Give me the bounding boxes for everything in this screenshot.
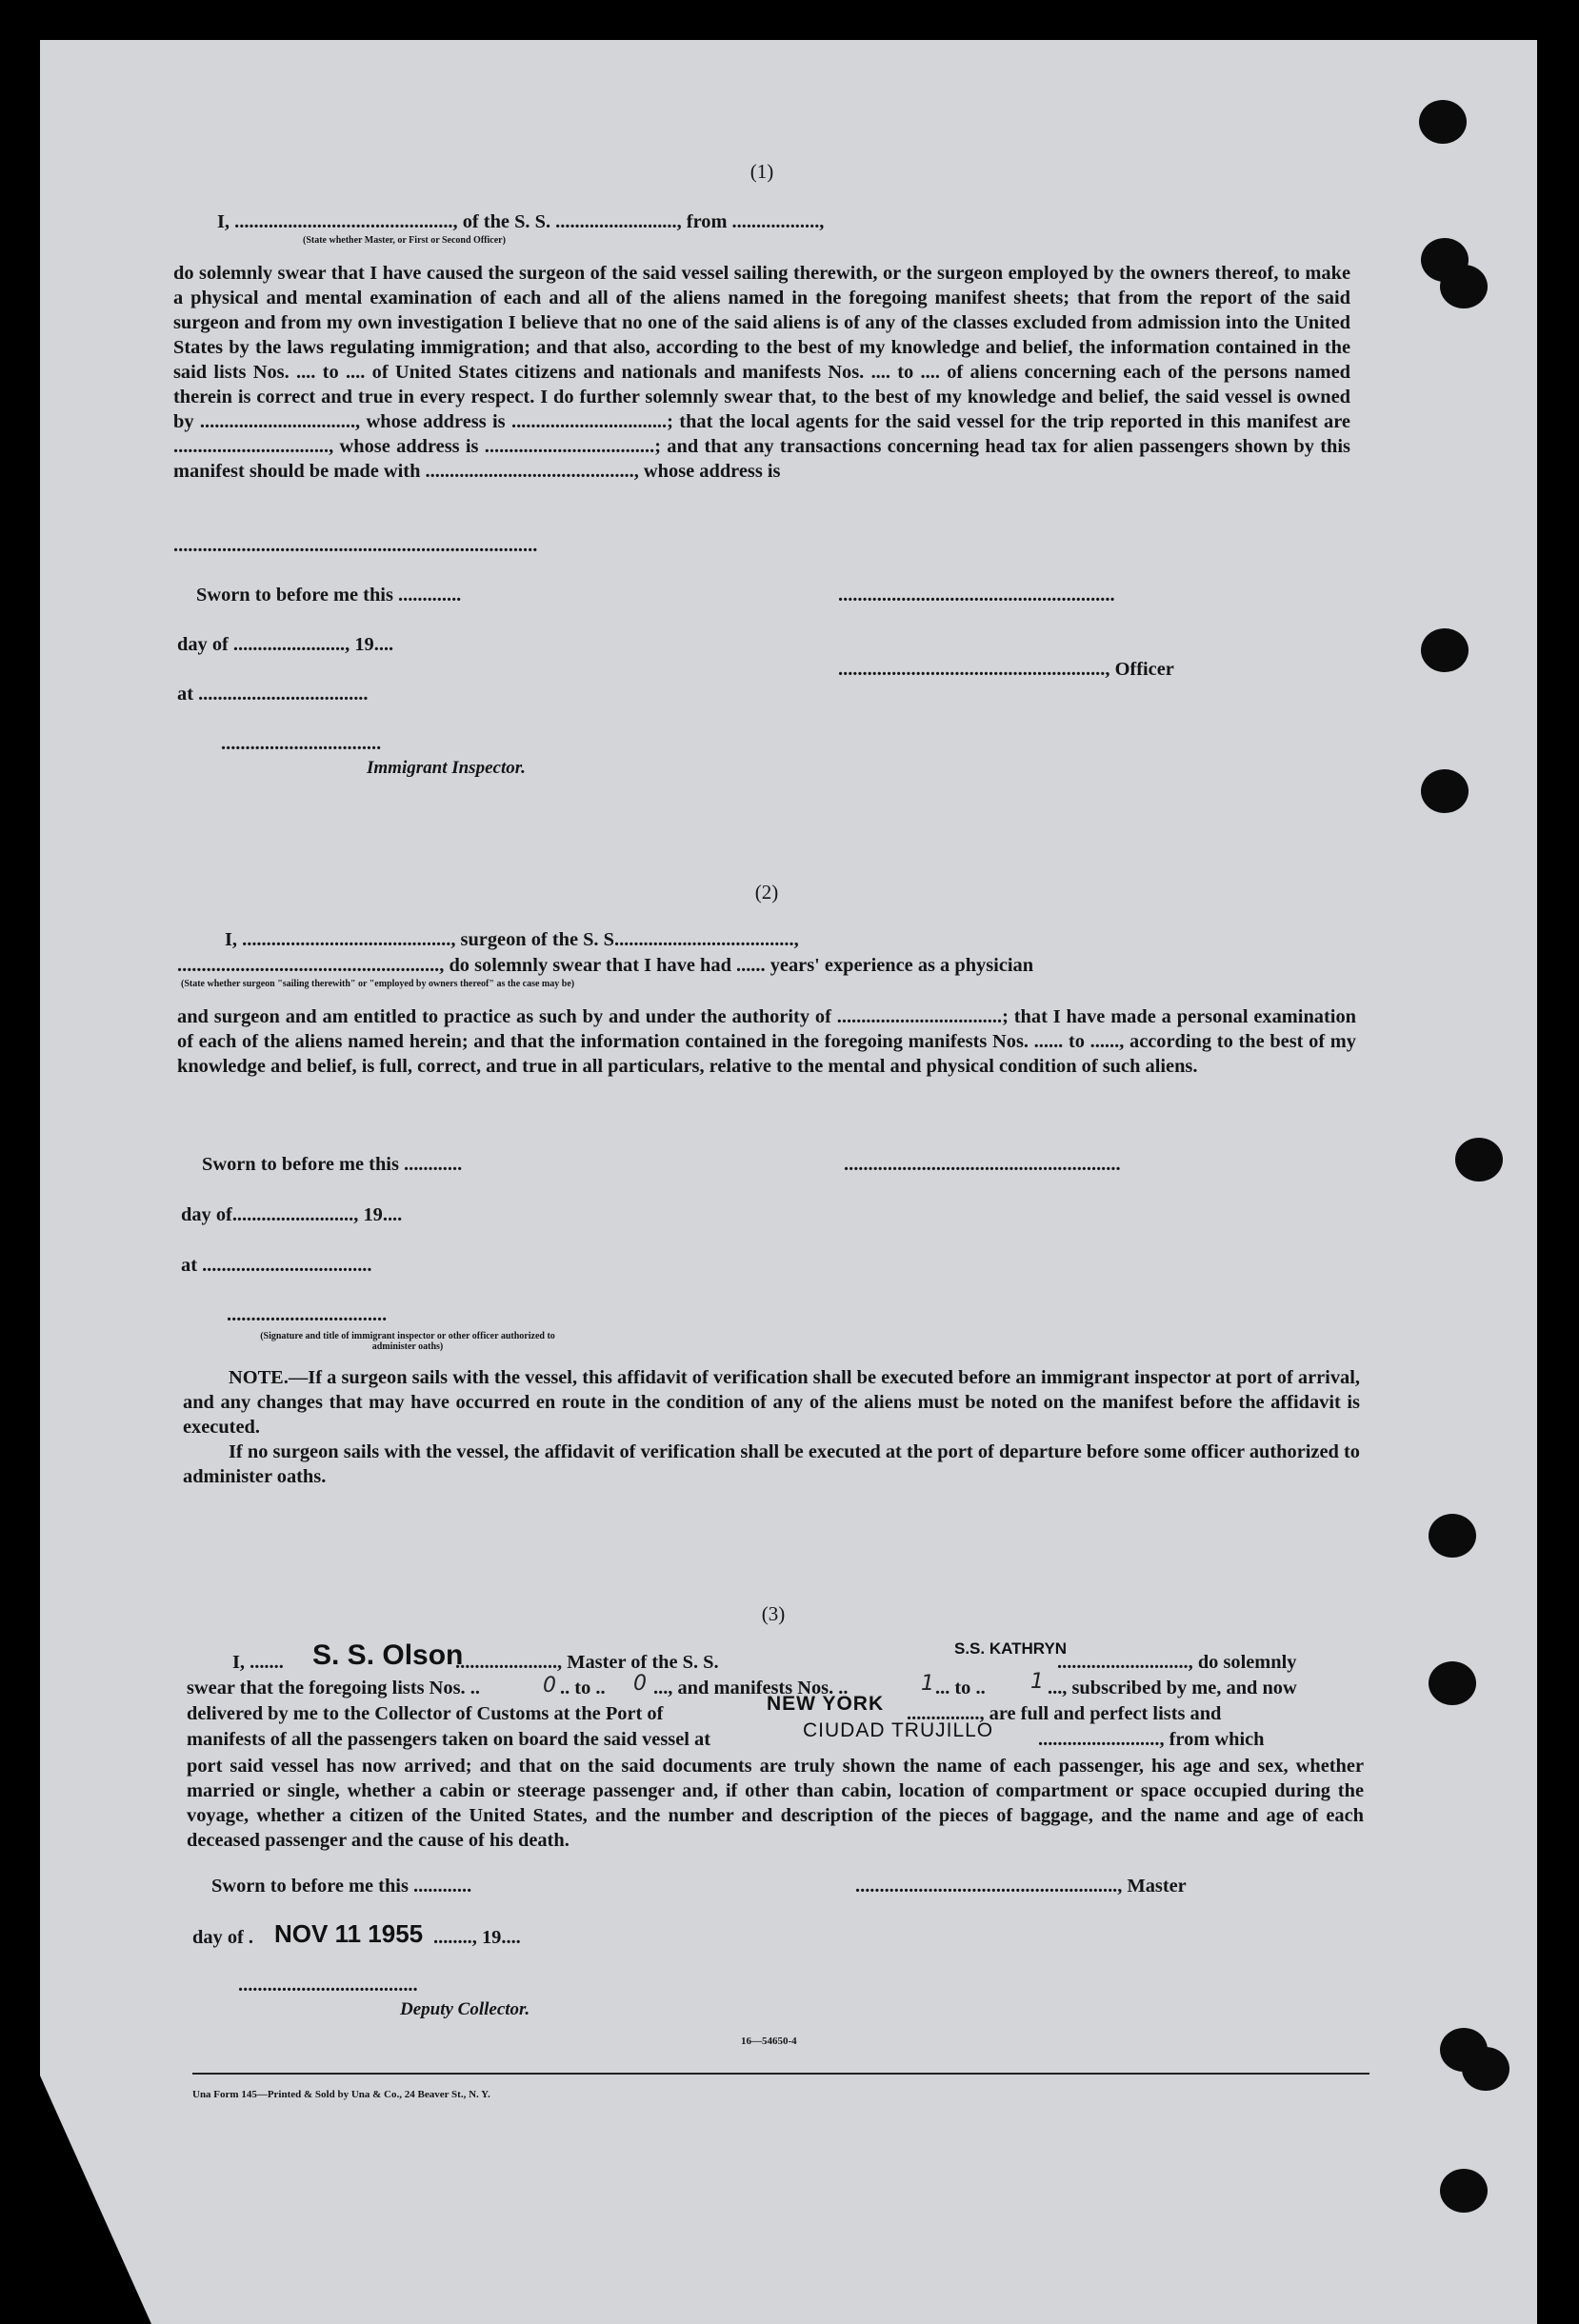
address-dots: ........................................................................... — [173, 535, 538, 556]
collector-title: Deputy Collector. — [400, 1999, 530, 2019]
footer-rule — [192, 2073, 1369, 2075]
note-paragraph-2: If no surgeon sails with the vessel, the affidavit of verification shall be executed at the port of departure before some officer authorized to administer oaths. — [183, 1441, 1360, 1487]
surgeon-note: (State whether surgeon "sailing therewith" or "employed by owners thereof" as the case may be) — [181, 979, 575, 989]
sworn-line: Sworn to before me this ............. — [196, 585, 462, 606]
master-line: I, ............................................., of the S. S. ........................., from .................., — [217, 211, 825, 232]
master-line-mid: ....................., Master of the S. S. — [455, 1652, 719, 1673]
punch-hole — [1429, 1661, 1476, 1705]
port-line-a: delivered by me to the Collector of Customs at the Port of — [187, 1703, 664, 1724]
signature-dots: ......................................................... — [838, 585, 1115, 606]
signature-note: (Signature and title of immigrant inspector or other officer authorized to administer oaths) — [260, 1331, 555, 1352]
day-line: day of ......................., 19.... — [177, 634, 394, 655]
port-stamp: NEW YORK — [767, 1693, 885, 1715]
inspector-title: Immigrant Inspector. — [367, 758, 526, 778]
punch-hole — [1421, 628, 1469, 672]
sworn-line: Sworn to before me this ............ — [211, 1876, 472, 1897]
form-code: 16—54650-4 — [741, 2036, 797, 2047]
lists-line-c: ..., and manifests Nos. .. — [653, 1678, 849, 1698]
lists-line-d: ... to .. — [935, 1678, 986, 1698]
departure-stamp: CIUDAD TRUJILLO — [803, 1719, 994, 1741]
printer-credit: Una Form 145—Printed & Sold by Una & Co., 24 Beaver St., N. Y. — [192, 2089, 490, 2100]
punch-hole — [1429, 1514, 1476, 1558]
day-line: day of........................., 19.... — [181, 1204, 403, 1225]
master-line-start: I, ....... — [232, 1652, 284, 1673]
punch-hole — [1440, 265, 1488, 308]
lists-from-handwritten: 0 — [543, 1674, 556, 1698]
punch-hole — [1440, 2169, 1488, 2213]
master-line-end: ..........................., do solemnly — [1057, 1652, 1297, 1673]
lists-line-b: .. to .. — [560, 1678, 606, 1698]
manifest-to-handwritten: 1 — [1030, 1670, 1044, 1694]
collector-dots: ..................................... — [238, 1975, 418, 1996]
departure-line-a: manifests of all the passengers taken on board the said vessel at — [187, 1729, 710, 1750]
master-signature-line: ......................................................, Master — [855, 1876, 1187, 1897]
port-line-b: ..............., are full and perfect lists and — [907, 1703, 1222, 1724]
section-number: (1) — [750, 160, 774, 183]
master-paragraph: port said vessel has now arrived; and that on the said documents are truly shown the name of each passenger, his age and sex, whether married or single, whether a cabin or steerage passenger and, if other than cabin, location of compartment or space occupied during the voyage, whether a citizen of the United States, and the number and description of the pieces of baggage, and the name and age of each deceased passenger and the cause of his death. — [187, 1756, 1364, 1851]
day-line-end: ........, 19.... — [433, 1927, 521, 1948]
inspector-dots: ................................. — [221, 733, 382, 754]
master-name-stamp: S. S. Olson — [312, 1639, 464, 1671]
lists-line-e: ..., subscribed by me, and now — [1048, 1678, 1297, 1698]
section-number: (2) — [754, 881, 779, 904]
experience-line: ......................................................, do solemnly swear that I have had ...... years' experience as a physician — [177, 955, 1034, 976]
punch-hole — [1455, 1138, 1503, 1182]
surgeon-paragraph: and surgeon and am entitled to practice as such by and under the authority of ..................................; that I have made a personal examination of each of the aliens named herein; and that the information contained in the foregoing manifests Nos. ...... to ......, according to the best of my knowledge and belief, is full, correct, and true in all particulars, relative to the mental and physical condition of such aliens. — [177, 1006, 1356, 1077]
manifest-from-handwritten: 1 — [921, 1672, 934, 1696]
date-stamp: NOV 11 1955 — [274, 1919, 424, 1948]
punch-hole — [1419, 100, 1467, 144]
at-line: at ................................... — [177, 684, 369, 705]
lists-line-a: swear that the foregoing lists Nos. .. — [187, 1678, 480, 1698]
day-line-start: day of . — [192, 1927, 254, 1948]
lists-to-handwritten: 0 — [633, 1672, 647, 1696]
vessel-stamp: S.S. KATHRYN — [954, 1639, 1068, 1658]
signature-dots: ......................................................... — [844, 1154, 1121, 1175]
at-line: at ................................... — [181, 1255, 372, 1276]
sworn-line: Sworn to before me this ............ — [202, 1154, 463, 1175]
punch-hole — [1462, 2047, 1509, 2091]
officer-note: (State whether Master, or First or Second Officer) — [303, 235, 506, 246]
note-paragraph: NOTE.—If a surgeon sails with the vessel, this affidavit of verification shall be executed before an immigrant inspector at port of arrival, and any changes that may have occurred en route in the condition of any of the aliens must be noted on the manifest before the affidavit is executed. — [183, 1367, 1360, 1438]
oath-paragraph: do solemnly swear that I have caused the surgeon of the said vessel sailing therewith, or the surgeon employed by the owners thereof, to make a physical and mental examination of each and all of the aliens named in the foregoing manifest sheets; that from the report of the said surgeon and from my own investigation I believe that no one of the said aliens is of any of the classes excluded from admission into the United States by the laws regulating immigration; and that also, according to the best of my knowledge and belief, the information contained in the said lists Nos. .... to .... of United States citizens and nationals and manifests Nos. .... to .... of aliens concerning each of the persons named therein is correct and true in every respect. I do further solemnly swear that, to the best of my knowledge and belief, the said vessel is owned by ................................, whose address is ................................; that the local agents for the said vessel for the trip reported in this manifest are ................................, whose address is ...................................; and that any transactions concerning head tax for alien passengers shown by this manifest should be made with ..........................................., whose address is — [173, 263, 1350, 482]
punch-hole — [1421, 769, 1469, 813]
inspector-dots: ................................. — [227, 1304, 388, 1325]
surgeon-line: I, ..........................................., surgeon of the S. S....................................., — [225, 929, 799, 950]
section-number: (3) — [761, 1602, 786, 1625]
departure-line-b: ........................., from which — [1038, 1729, 1265, 1750]
officer-line: ......................................................., Officer — [838, 659, 1174, 680]
